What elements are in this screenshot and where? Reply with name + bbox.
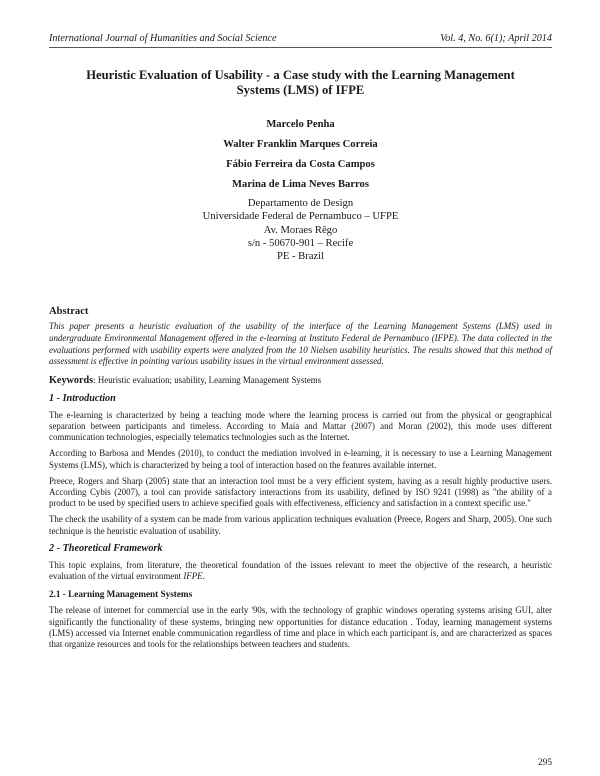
body-paragraph: According to Barbosa and Mendes (2010), to conduct the mediation involved in e-learning, it is necessary to use a Learning Management Systems (LMS), which is characterized by being a tool of interaction based on the features available internet.	[49, 448, 552, 470]
abstract-heading: Abstract	[49, 306, 89, 318]
affiliation-line: Universidade Federal de Pernambuco – UFPE	[202, 211, 399, 223]
keywords-label: Keywords	[49, 374, 94, 386]
paragraph-emphasis: IFPE	[183, 571, 203, 582]
affiliation-line: s/n - 50670-901 – Recife	[247, 237, 354, 249]
paragraph-text: This topic explains, from literature, the theoretical foundation of the issues relevant to meet the objective of the research, a heuristic evaluation of the virtual environment	[49, 559, 552, 582]
affiliation-line: Av. Moraes Rêgo	[263, 224, 338, 236]
subsection-heading-lms: 2.1 - Learning Management Systems	[49, 589, 193, 600]
body-paragraph: The e-learning is characterized by being a teaching mode where the learning process is carried out from the physical or geographical separation between participants and timeless. According to Maia and Mattar (2007) and Moran (2002), this mode uses different communication technologies, especially telematics technologies such as the Internet.	[49, 409, 552, 443]
page-number: 295	[537, 758, 552, 768]
paper-title: Heuristic Evaluation of Usability - a Case study with the Learning Management Systems (LMS) of IFPE	[86, 68, 515, 97]
author-name: Marcelo Penha	[266, 119, 335, 130]
author-name: Walter Franklin Marques Correia	[223, 139, 378, 150]
issue-info: Vol. 4, No. 6(1); April 2014	[440, 33, 552, 44]
affiliation-line: PE - Brazil	[276, 251, 325, 263]
section-heading-theoretical-framework: 2 - Theoretical Framework	[49, 542, 163, 554]
body-paragraph: The check the usability of a system can be made from various application techniques evaluation (Preece, Rogers and Sharp, 2005). One such technique is the heuristic evaluation of usability.	[49, 514, 552, 536]
affiliation-line: Departamento de Design	[247, 198, 354, 209]
journal-name: International Journal of Humanities and Social Science	[49, 33, 277, 44]
keywords	[49, 374, 552, 387]
author-name: Marina de Lima Neves Barros	[232, 179, 369, 190]
body-paragraph: The release of internet for commercial use in the early '90s, with the technology of graphic windows operating systems arising GUI, alter significantly the functionality of these systems, bringing new opportunities for distance education . Today, learning management systems (LMS) accessed via Internet enable communication regardless of time and place in which each participant is, and are characterized as spaces that organize resources and tools for the relationships between teachers and students.	[49, 605, 552, 649]
keywords-text: : Heuristic evaluation; usability, Learning Management Systems	[93, 374, 322, 385]
running-header	[49, 33, 552, 48]
body-paragraph: This topic explains, from literature, the theoretical foundation of the issues relevant to meet the objective of the research, a heuristic evaluation of the virtual environment IFPE.	[49, 559, 552, 582]
author-name: Fábio Ferreira da Costa Campos	[226, 159, 375, 170]
abstract-text: This paper presents a heuristic evaluation of the usability of the interface of the Learning Management Systems (LMS) used in undergraduate Environmental Management offered in the e-learning at Instituto Federal de Pernambuco (IFPE). The data collected in the evaluations performed with usability experts were analyzed from the 10 Nielsen usability heuristics. The results showed that this method of assessment is effective in pointing various usability issues in the virtual environment assessed.	[49, 321, 552, 367]
affiliation	[49, 197, 552, 263]
section-heading-introduction: 1 - Introduction	[49, 392, 116, 404]
body-paragraph: Preece, Rogers and Sharp (2005) state that an interaction tool must be a very efficient system, having as a result highly productive users. According Cybis (2007), a tool can provide satisfactory interactions from its usability, defined by ISO 9241 (1998) as "the ability of a product to be used by specified users to achieve specified goals with effectiveness, efficiency and satisfaction in a context specific use."	[49, 475, 552, 509]
author-list	[49, 115, 552, 195]
